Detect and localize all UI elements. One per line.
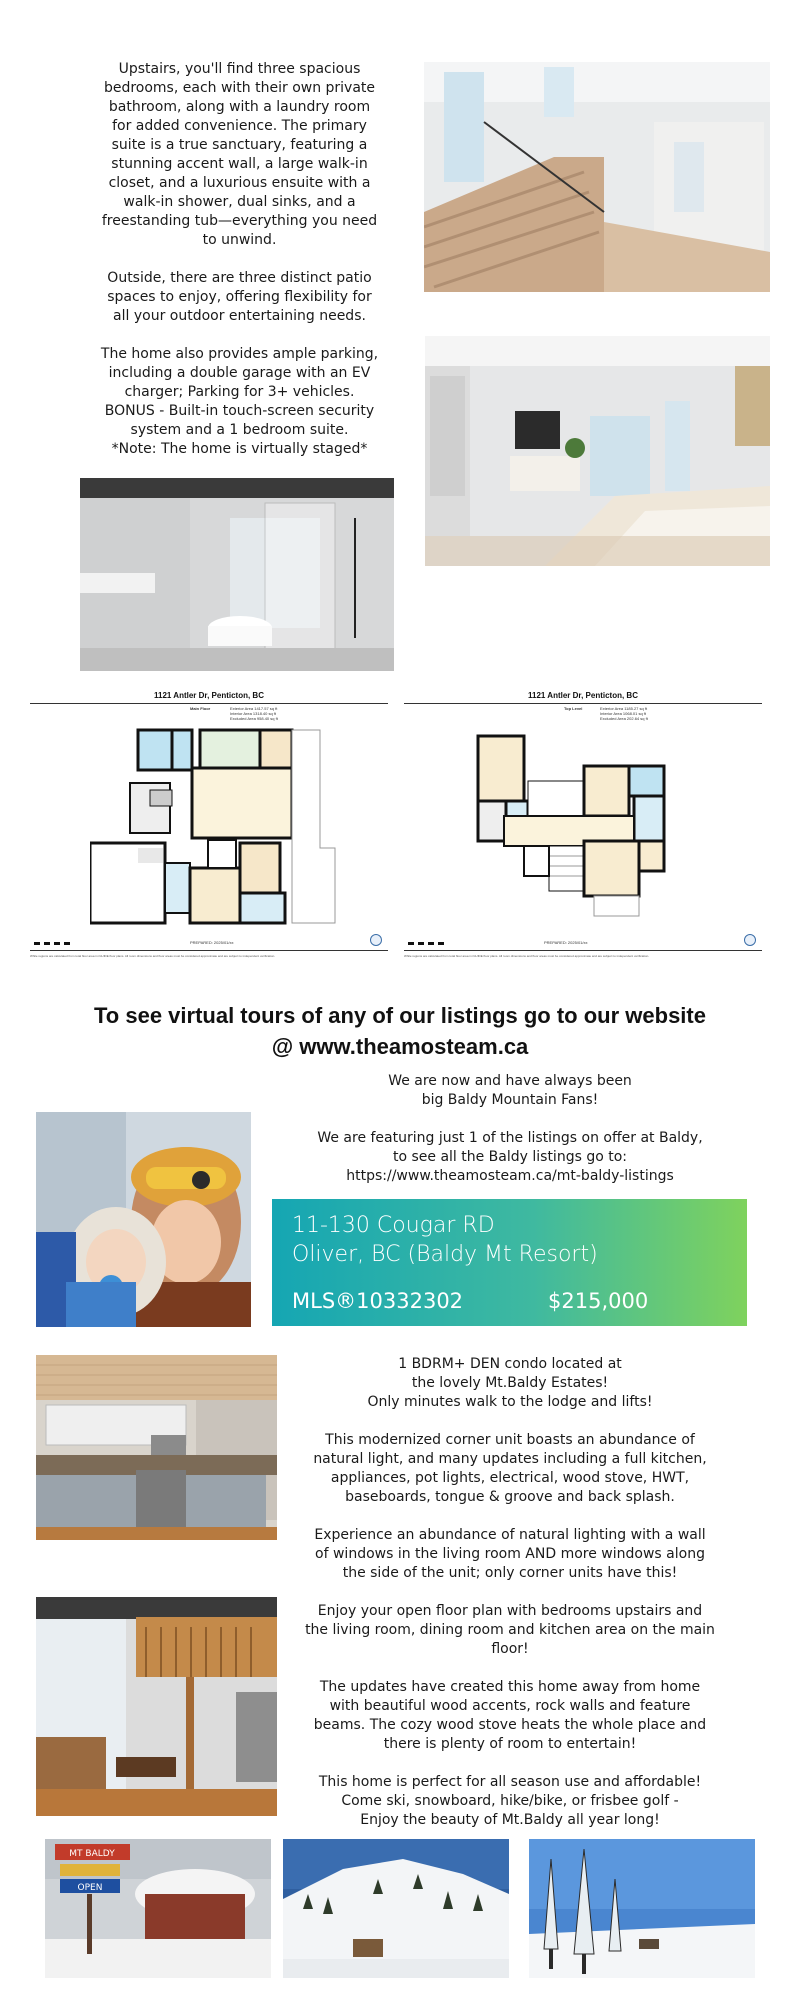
ski-hill-photo <box>283 1839 509 1978</box>
snowy-trees-photo <box>529 1839 755 1978</box>
family-photo <box>36 1112 251 1327</box>
scale-bar <box>408 942 448 945</box>
baldy-intro: We are now and have always been big Baldy Mountain Fans! We are featuring just 1 of the listings on offer at Baldy, to see all the Baldy listings go to: https://www.theamosteam.ca/mt-baldy-listings <box>317 1073 703 1184</box>
living-room-photo <box>36 1597 277 1816</box>
scale-bar <box>34 942 74 945</box>
floorplan-areas: Exterior Area 1185.27 sq ft Interior Area 1068.01 sq ft Excluded Area 202.64 sq ft <box>600 706 648 721</box>
baldy-sign-photo <box>45 1839 271 1978</box>
open-sign-text: OPEN <box>77 1883 103 1893</box>
floorplan-top-drawing <box>474 731 704 926</box>
listing-banner <box>272 1199 747 1326</box>
outside-description: Outside, there are three distinct patio spaces to enjoy, offering flexibility for all your outdoor entertaining needs. <box>107 270 372 324</box>
floorplan-main-drawing <box>90 728 360 928</box>
floorplan-level: Main Floor <box>190 706 211 711</box>
floorplan-logo <box>744 934 756 946</box>
baldy-sign-text: MT BALDY <box>69 1849 115 1859</box>
floorplan-prepared: PREPARED: 2025/01/xx <box>190 940 234 945</box>
listing-address: 11-130 Cougar RD Oliver, BC (Baldy Mt Resort) <box>292 1213 598 1267</box>
website-heading: To see virtual tours of any of our listings go to our website @ www.theamosteam.ca <box>94 1003 706 1059</box>
listing-mls: MLS®10332302 <box>292 1289 464 1313</box>
floorplan-title: 1121 Antler Dr, Penticton, BC <box>528 691 638 700</box>
floorplan-top <box>404 691 762 958</box>
bathroom-photo <box>80 478 394 671</box>
floorplan-prepared: PREPARED: 2025/01/xx <box>544 940 588 945</box>
floorplan-areas: Exterior Area 1417.57 sq ft Interior Area 1318.40 sq ft Excluded Area 958.40 sq ft <box>230 706 278 721</box>
upstairs-description: Upstairs, you'll find three spacious bedrooms, each with their own private bathroom, along with a laundry room for added convenience. The primary suite is a true sanctuary, featuring a stunning accent wall, a large walk-in closet, and a luxurious ensuite with a walk-in shower, dual sinks, and a freestanding tub—everything you need to unwind. <box>101 61 378 248</box>
floorplan-main <box>30 691 388 958</box>
staircase-photo <box>424 62 770 292</box>
listing-price: $215,000 <box>548 1289 649 1313</box>
parking-description: The home also provides ample parking, including a double garage with an EV charger; Parking for 3+ vehicles. BONUS - Built-in touch-screen security system and a 1 bedroom suite. *Note: The home is virtually staged* <box>100 346 379 457</box>
condo-description: 1 BDRM+ DEN condo located at the lovely Mt.Baldy Estates! Only minutes walk to the lodge and lifts! This modernized corner unit boasts an abundance of natural light, and many updates including a full kitchen, appliances, pot lights, electrical, wood stove, HWT, baseboards, tongue & groove and back splash. Experience an abundance of natural lighting with a wall of windows in the living room AND more windows along the side of the unit; only corner units have this! Enjoy your open floor plan with bedrooms upstairs and the living room, dining room and kitchen area on the main floor! The updates have created this home away from home with beautiful wood accents, rock walls and feature beams. The cozy wood stove heats the whole place and there is plenty of room to entertain! This home is perfect for all season use and affordable! Come ski, snowboard, hike/bike, or frisbee golf - Enjoy the beauty of Mt.Baldy all year long! <box>305 1356 715 1828</box>
bedroom-photo <box>425 336 770 566</box>
floorplan-logo <box>370 934 382 946</box>
floorplan-disclaimer: While regions are calculated from total floor area in iGUIDE floor plans. All room dimensions and floor areas must be considered approximate and are subject to independent verification. <box>30 954 276 958</box>
floorplan-title: 1121 Antler Dr, Penticton, BC <box>154 691 264 700</box>
floorplan-level: Top Level <box>564 706 583 711</box>
floorplan-disclaimer: While regions are calculated from total floor area in iGUIDE floor plans. All room dimensions and floor areas must be considered approximate and are subject to independent verification. <box>404 954 650 958</box>
kitchen-photo <box>36 1355 277 1540</box>
